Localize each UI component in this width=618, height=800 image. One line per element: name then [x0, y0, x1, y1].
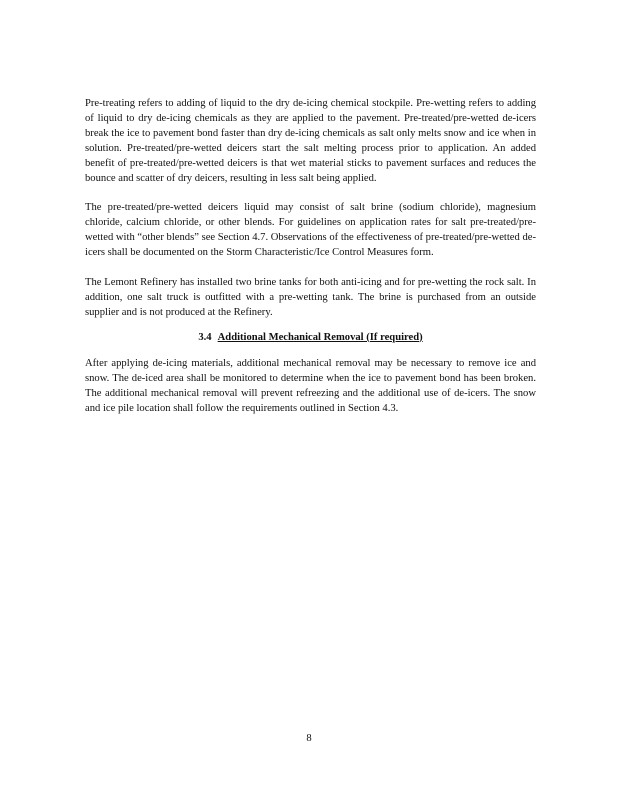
paragraph-brine-tanks: The Lemont Refinery has installed two brine tanks for both anti-icing and for pre-wetting the rock salt. In addition, one salt truck is outfitted with a pre-wetting tank. The brine is purchased from an outside supplier and is not produced at the Refinery.: [85, 277, 536, 318]
page-number: 8: [306, 733, 312, 744]
section-title: Additional Mechanical Removal (If required): [217, 331, 423, 343]
section-heading: [85, 331, 536, 345]
paragraph-pre-treating: Pre-treating refers to adding of liquid to the dry de-icing chemical stockpile. Pre-wetting refers to adding of liquid to dry de-icing chemicals as they are applied to the pavement. Pre-treated/pre-wetted de-icers break the ice to pavement bond faster than dry de-icing chemicals as salt only melts snow and ice when in solution. Pre-treated/pre-wetted deicers start the salt melting process prior to application. An added benefit of pre-treated/pre-wetted deicers is that wet material sticks to pavement surfaces and reduces the bounce and scatter of dry deicers, resulting in less salt being applied.: [85, 98, 536, 184]
paragraph-deicer-liquids: The pre-treated/pre-wetted deicers liquid may consist of salt brine (sodium chloride), magnesium chloride, calcium chloride, or other blends. For guidelines on application rates for salt pre-treated/pre-wetted with “other blends” see Section 4.7. Observations of the effectiveness of pre-treated/pre-wetted de-icers shall be documented on the Storm Characteristic/Ice Control Measures form.: [85, 202, 536, 259]
paragraph-mechanical-removal: After applying de-icing materials, additional mechanical removal may be necessary to remove ice and snow. The de-iced area shall be monitored to determine when the ice to pavement bond has been broken. The additional mechanical removal will prevent refreezing and the additional use of de-icers. The snow and ice pile location shall follow the requirements outlined in Section 4.3.: [85, 357, 536, 414]
page-body: [85, 97, 536, 416]
section-number: 3.4: [198, 331, 212, 343]
